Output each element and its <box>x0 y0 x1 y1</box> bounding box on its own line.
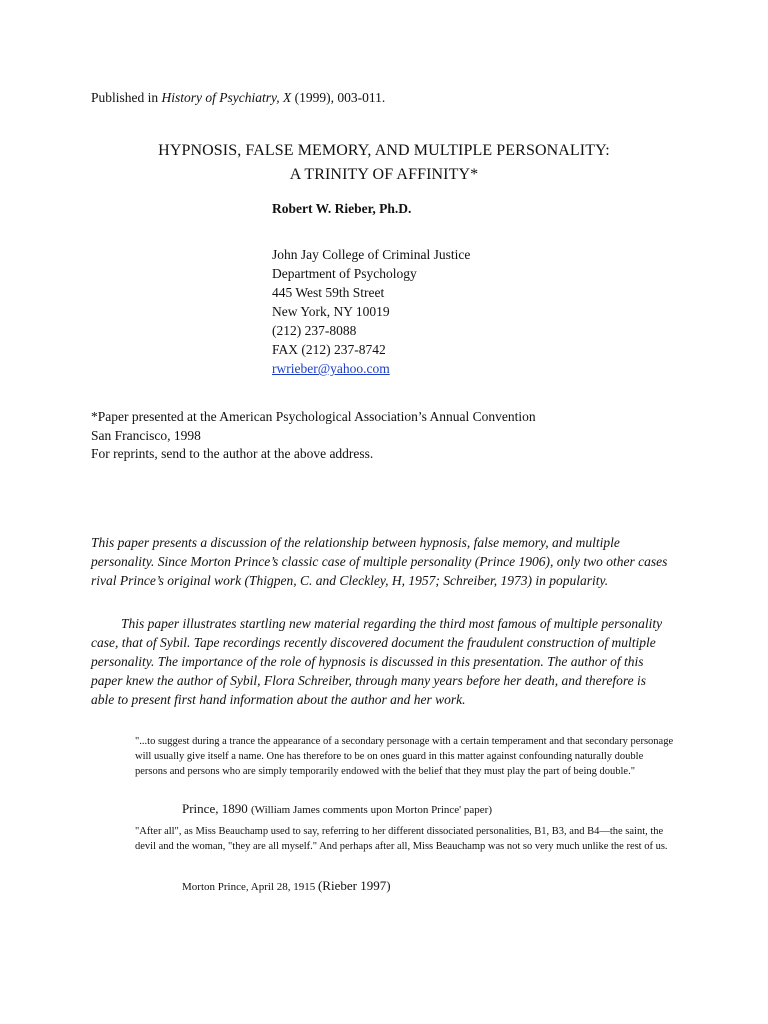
journal-name: History of Psychiatry, X <box>161 90 292 105</box>
publication-suffix: (1999), 003-011. <box>291 90 386 105</box>
fax-line: FAX (212) 237-8742 <box>272 342 386 357</box>
address-line: Department of Psychology <box>272 266 417 281</box>
epigraph-attribution-2 <box>182 878 391 894</box>
epigraph-quote-2: "After all", as Miss Beauchamp used to say, referring to her different dissociated personalities, B1, B3, and B4—the saint, the devil and the woman, "they are all myself." And perhaps after all, Miss Beauchamp was not so very much unlike the rest of us. <box>135 826 668 852</box>
address-line: New York, NY 10019 <box>272 304 390 319</box>
author-name: Robert W. Rieber, Ph.D. <box>272 201 412 216</box>
epigraph-quote-1: "...to suggest during a trance the appearance of a secondary personage with a certain temperament and that secondary personage will usually give itself a name. One has therefore to be on ones guard in this matter against confounding naturally double persons and persons who are simply temporarily endowed with the belief that they must play the part of being double." <box>135 736 674 777</box>
address-line: 445 West 59th Street <box>272 285 385 300</box>
abstract-text: This paper illustrates startling new material regarding the third most famous of multiple personality case, that of Sybil. Tape recordings recently discovered document the fraudulent construction of multiple personality. The importance of the role of hypnosis is discussed in this presentation. The author of this paper knew the author of Sybil, Flora Schreiber, through many years before her death, and therefore is able to present first hand information about the author and her work. <box>91 616 663 707</box>
paper-title-line-2: A TRINITY OF AFFINITY* <box>289 166 479 183</box>
footnote-line: For reprints, send to the author at the above address. <box>91 446 374 461</box>
footnote <box>91 408 536 464</box>
author-address <box>272 245 470 378</box>
footnote-line: *Paper presented at the American Psychological Association’s Annual Convention <box>91 409 536 424</box>
email-link[interactable]: rwrieber@yahoo.com <box>272 361 390 376</box>
abstract-paragraph-1 <box>91 533 671 590</box>
attribution-note: (Rieber 1997) <box>317 878 391 893</box>
attribution-note: (William James comments upon Morton Prince' paper) <box>250 804 493 816</box>
attribution-main: Prince, 1890 <box>182 801 251 816</box>
attribution-main: Morton Prince, April 28, 1915 <box>182 881 318 893</box>
paper-title-line-1: HYPNOSIS, FALSE MEMORY, AND MULTIPLE PERSONALITY: <box>158 142 610 159</box>
phone-line: (212) 237-8088 <box>272 323 357 338</box>
abstract-text: This paper presents a discussion of the relationship between hypnosis, false memory, and multiple personality. Since Morton Prince’s classic case of multiple personality (Prince 1906), only two other cases rival Prince’s original work (Thigpen, C. and Cleckley, H, 1957; Schreiber, 1973) in popularity. <box>91 535 668 588</box>
publication-line <box>91 90 385 106</box>
abstract-paragraph-2 <box>91 614 671 709</box>
footnote-line: San Francisco, 1998 <box>91 427 201 443</box>
epigraph-attribution-1 <box>182 801 492 817</box>
publication-prefix: Published in <box>91 90 162 105</box>
address-line: John Jay College of Criminal Justice <box>272 247 471 262</box>
